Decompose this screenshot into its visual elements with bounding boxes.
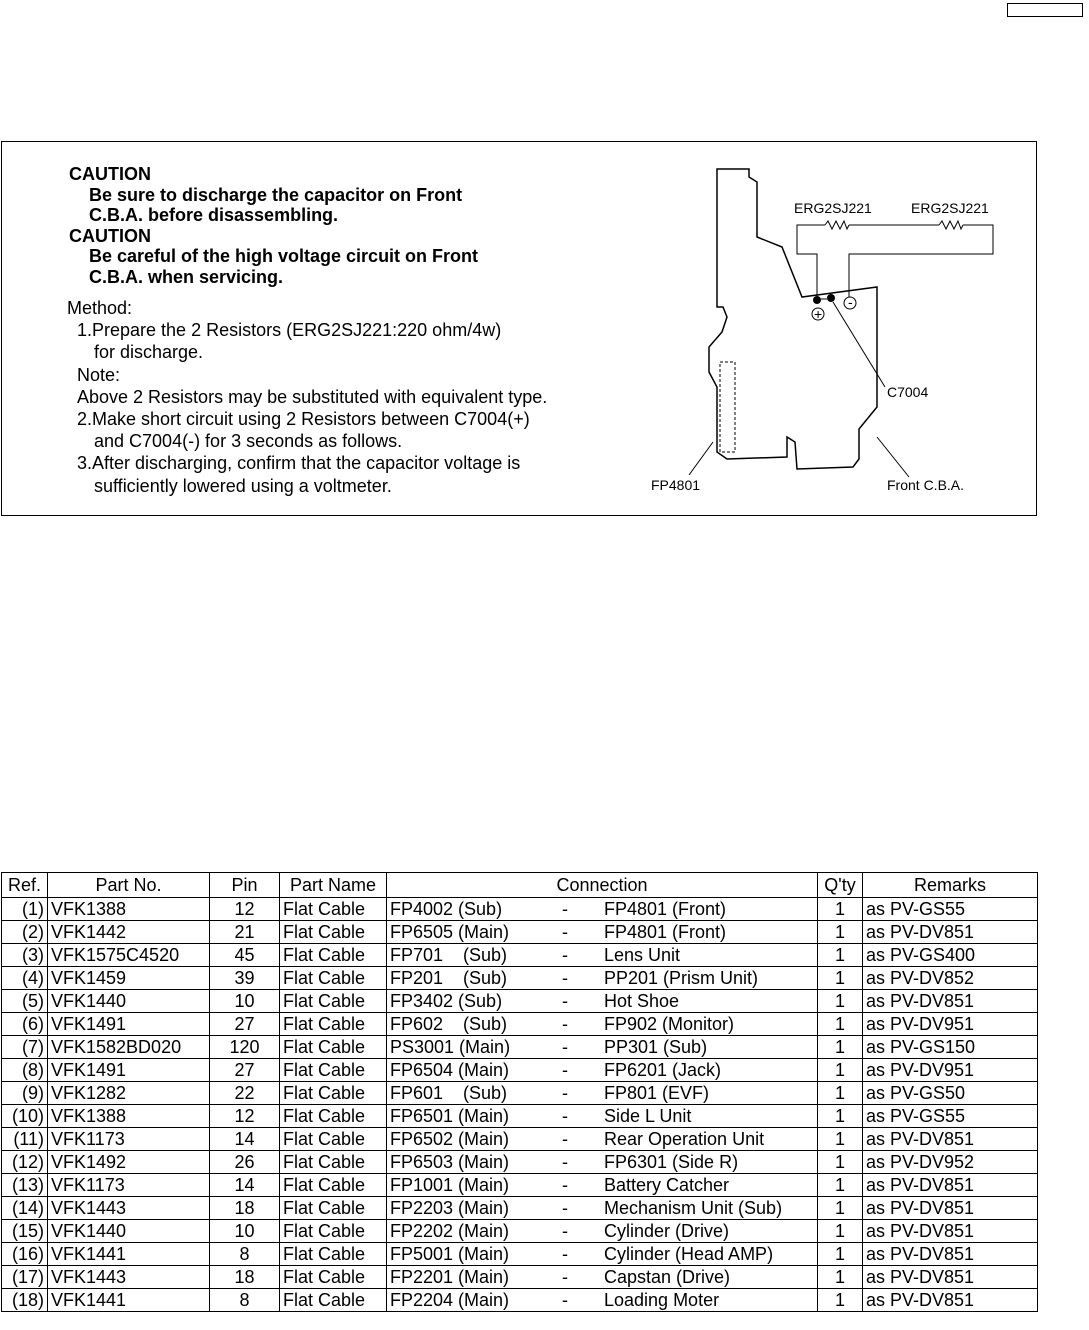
caution-text-block [67,164,667,497]
part-name-cell: Flat Cable [280,1266,387,1289]
ref-cell: (11) [2,1128,48,1151]
table-row [2,990,1038,1013]
table-row [2,1266,1038,1289]
connection-dash: - [562,1290,568,1310]
caution-line-1b: C.B.A. before disassembling. [89,205,339,225]
remarks-cell: as PV-DV851 [863,1174,1038,1197]
part-name-cell: Flat Cable [280,898,387,921]
connection-dash: - [562,1221,568,1241]
remarks-cell: as PV-DV851 [863,1289,1038,1312]
qty-cell: 1 [818,1289,863,1312]
connection-dash: - [562,1152,568,1172]
pin-cell: 21 [210,921,280,944]
header-part-name: Part Name [280,873,387,898]
pin-cell: 12 [210,1105,280,1128]
connection-to: Lens Unit [604,945,681,965]
connection-from: FP2203 (Main) [390,1198,510,1218]
header-ref: Ref. [2,873,48,898]
capacitor-plus-pin [813,296,821,304]
connection-cell [387,1105,818,1128]
part-no-cell: VFK1441 [48,1243,210,1266]
part-no-cell: VFK1440 [48,1220,210,1243]
remarks-cell: as PV-DV851 [863,990,1038,1013]
qty-cell: 1 [818,1082,863,1105]
method-step-2a: 2.Make short circuit using 2 Resistors between C7004(+) [77,409,530,430]
header-qty: Q'ty [818,873,863,898]
part-name-cell: Flat Cable [280,1059,387,1082]
qty-cell: 1 [818,990,863,1013]
connection-to: Side L Unit [604,1106,692,1126]
ref-cell: (8) [2,1059,48,1082]
ref-cell: (10) [2,1105,48,1128]
connection-cell [387,1243,818,1266]
connection-dash: - [562,1198,568,1218]
part-no-cell: VFK1491 [48,1013,210,1036]
part-name-cell: Flat Cable [280,1220,387,1243]
connection-dash: - [562,1175,568,1195]
table-row [2,898,1038,921]
connection-from: FP1001 (Main) [390,1175,510,1195]
minus-sign: - [848,294,853,310]
note-title: Note: [77,364,121,385]
part-name-cell: Flat Cable [280,1013,387,1036]
connection-from: FP2204 (Main) [390,1290,510,1310]
connection-from: FP6505 (Main) [390,922,510,942]
part-name-cell: Flat Cable [280,1105,387,1128]
pin-cell: 120 [210,1036,280,1059]
resistor-right-label: ERG2SJ221 [911,200,989,216]
header-pin: Pin [210,873,280,898]
connection-from: FP601 (Sub) [390,1083,508,1103]
table-row [2,1174,1038,1197]
connection-dash: - [562,1060,568,1080]
ref-cell: (18) [2,1289,48,1312]
capacitor-minus-pin [827,294,835,302]
connection-from: FP701 (Sub) [390,945,508,965]
ref-cell: (12) [2,1151,48,1174]
part-no-cell: VFK1388 [48,898,210,921]
remarks-cell: as PV-DV852 [863,967,1038,990]
connection-from: PS3001 (Main) [390,1037,511,1057]
pin-cell: 26 [210,1151,280,1174]
remarks-cell: as PV-DV851 [863,1128,1038,1151]
qty-cell: 1 [818,1128,863,1151]
connection-cell [387,1013,818,1036]
connection-dash: - [562,991,568,1011]
part-name-cell: Flat Cable [280,921,387,944]
table-row [2,1197,1038,1220]
caution-line-2b: C.B.A. when servicing. [89,266,284,287]
ref-cell: (13) [2,1174,48,1197]
connection-from: FP4002 (Sub) [390,899,503,919]
connection-to: Cylinder (Drive) [604,1221,730,1241]
remarks-cell: as PV-DV851 [863,1243,1038,1266]
remarks-cell: as PV-DV851 [863,1197,1038,1220]
pin-cell: 18 [210,1266,280,1289]
part-name-cell: Flat Cable [280,1128,387,1151]
connection-to: FP902 (Monitor) [604,1014,735,1034]
ref-cell: (5) [2,990,48,1013]
pin-cell: 14 [210,1174,280,1197]
remarks-cell: as PV-DV851 [863,1266,1038,1289]
remarks-cell: as PV-GS400 [863,944,1038,967]
table-row [2,1151,1038,1174]
table-row [2,1220,1038,1243]
connection-to: PP201 (Prism Unit) [604,968,759,988]
connection-from: FP6503 (Main) [390,1152,510,1172]
part-name-cell: Flat Cable [280,944,387,967]
part-no-cell: VFK1575C4520 [48,944,210,967]
remarks-cell: as PV-DV952 [863,1151,1038,1174]
part-name-cell: Flat Cable [280,1197,387,1220]
part-no-cell: VFK1442 [48,921,210,944]
part-name-cell: Flat Cable [280,967,387,990]
connection-to: Loading Moter [604,1290,720,1310]
ref-cell: (3) [2,944,48,967]
connection-dash: - [562,899,568,919]
connection-cell [387,921,818,944]
method-step-3b: sufficiently lowered using a voltmeter. [94,475,392,496]
caution-panel [1,141,1037,516]
table-row [2,921,1038,944]
ref-cell: (7) [2,1036,48,1059]
qty-cell: 1 [818,1197,863,1220]
part-name-cell: Flat Cable [280,1082,387,1105]
connection-cell [387,990,818,1013]
ref-cell: (6) [2,1013,48,1036]
connection-to: FP6301 (Side R) [604,1152,739,1172]
part-name-cell: Flat Cable [280,1243,387,1266]
ref-cell: (2) [2,921,48,944]
connection-from: FP2201 (Main) [390,1267,510,1287]
fp4801-connector [720,362,735,452]
remarks-cell: as PV-GS50 [863,1082,1038,1105]
qty-cell: 1 [818,921,863,944]
connection-dash: - [562,1014,568,1034]
method-title: Method: [67,298,133,318]
qty-cell: 1 [818,1174,863,1197]
pin-cell: 12 [210,898,280,921]
discharge-diagram [637,157,1032,512]
method-step-2b: and C7004(-) for 3 seconds as follows. [94,431,403,452]
qty-cell: 1 [818,944,863,967]
connection-from: FP6502 (Main) [390,1129,510,1149]
connection-from: FP2202 (Main) [390,1221,510,1241]
pin-cell: 8 [210,1289,280,1312]
remarks-cell: as PV-GS55 [863,1105,1038,1128]
plus-sign: + [814,306,823,322]
qty-cell: 1 [818,1266,863,1289]
ref-cell: (15) [2,1220,48,1243]
resistor-left-label: ERG2SJ221 [794,200,872,216]
connection-to: FP4801 (Front) [604,922,727,942]
board-leader [877,437,909,477]
pin-cell: 8 [210,1243,280,1266]
page-number-box [1007,3,1083,17]
table-row [2,967,1038,990]
connection-dash: - [562,1244,568,1264]
part-name-cell: Flat Cable [280,1151,387,1174]
pin-cell: 14 [210,1128,280,1151]
part-no-cell: VFK1492 [48,1151,210,1174]
connection-to: Cylinder (Head AMP) [604,1244,774,1264]
method-block [67,297,667,497]
pin-cell: 45 [210,944,280,967]
table-row [2,1243,1038,1266]
method-step-1b: for discharge. [94,342,204,363]
part-no-cell: VFK1441 [48,1289,210,1312]
pin-cell: 22 [210,1082,280,1105]
part-no-cell: VFK1173 [48,1128,210,1151]
qty-cell: 1 [818,1243,863,1266]
ref-cell: (17) [2,1266,48,1289]
table-row [2,1289,1038,1312]
part-name-cell: Flat Cable [280,990,387,1013]
caution-title-1: CAUTION [69,164,151,184]
connection-cell [387,1151,818,1174]
connection-to: FP6201 (Jack) [604,1060,722,1080]
connection-dash: - [562,945,568,965]
connection-to: Battery Catcher [604,1175,730,1195]
qty-cell: 1 [818,1013,863,1036]
part-no-cell: VFK1443 [48,1197,210,1220]
resistor-circuit [797,225,993,297]
pin-cell: 10 [210,1220,280,1243]
connection-dash: - [562,1083,568,1103]
table-header-row [2,873,1038,898]
connection-to: FP801 (EVF) [604,1083,710,1103]
connection-to: Mechanism Unit (Sub) [604,1198,783,1218]
table-row [2,944,1038,967]
connection-dash: - [562,968,568,988]
connection-cell [387,898,818,921]
part-name-cell: Flat Cable [280,1289,387,1312]
ref-cell: (16) [2,1243,48,1266]
table-row [2,1013,1038,1036]
part-name-cell: Flat Cable [280,1174,387,1197]
method-step-3a: 3.After discharging, confirm that the capacitor voltage is [77,453,521,474]
table-row [2,1059,1038,1082]
connection-from: FP201 (Sub) [390,968,508,988]
board-label: Front C.B.A. [887,477,965,493]
remarks-cell: as PV-DV851 [863,1220,1038,1243]
connection-cell [387,1036,818,1059]
part-no-cell: VFK1440 [48,990,210,1013]
part-name-cell: Flat Cable [280,1036,387,1059]
part-no-cell: VFK1282 [48,1082,210,1105]
connection-to: Hot Shoe [604,991,680,1011]
connection-cell [387,967,818,990]
ref-cell: (4) [2,967,48,990]
qty-cell: 1 [818,1105,863,1128]
connection-dash: - [562,1129,568,1149]
fp4801-leader [689,442,713,475]
connector-label: FP4801 [651,477,701,493]
connection-cell [387,1128,818,1151]
caution-line-1a: Be sure to discharge the capacitor on Front [89,184,463,205]
caution-title-2: CAUTION [69,225,151,246]
connection-from: FP5001 (Main) [390,1244,510,1264]
qty-cell: 1 [818,1151,863,1174]
pin-cell: 27 [210,1013,280,1036]
connection-cell [387,1197,818,1220]
ref-cell: (9) [2,1082,48,1105]
resistor-right-symbol [939,221,963,229]
pin-cell: 39 [210,967,280,990]
connection-dash: - [562,922,568,942]
remarks-cell: as PV-DV951 [863,1013,1038,1036]
remarks-cell: as PV-GS55 [863,898,1038,921]
part-no-cell: VFK1443 [48,1266,210,1289]
connection-to: FP4801 (Front) [604,899,727,919]
qty-cell: 1 [818,967,863,990]
qty-cell: 1 [818,1220,863,1243]
table-row [2,1082,1038,1105]
remarks-cell: as PV-GS150 [863,1036,1038,1059]
note-text: Above 2 Resistors may be substituted with equivalent type. [77,386,548,407]
qty-cell: 1 [818,1059,863,1082]
connection-to: Capstan (Drive) [604,1267,731,1287]
connection-from: FP3402 (Sub) [390,991,503,1011]
connection-cell [387,1082,818,1105]
header-part-no: Part No. [48,873,210,898]
method-step-1a: 1.Prepare the 2 Resistors (ERG2SJ221:220 ohm/4w) [77,320,502,341]
header-connection: Connection [387,873,818,898]
connection-to: PP301 (Sub) [604,1037,708,1057]
connection-from: FP602 (Sub) [390,1014,508,1034]
connection-cell [387,1289,818,1312]
part-no-cell: VFK1459 [48,967,210,990]
connection-dash: - [562,1267,568,1287]
table-row [2,1105,1038,1128]
connection-cell [387,1059,818,1082]
pin-cell: 18 [210,1197,280,1220]
connection-from: FP6501 (Main) [390,1106,510,1126]
remarks-cell: as PV-DV951 [863,1059,1038,1082]
connection-cell [387,1266,818,1289]
connection-to: Rear Operation Unit [604,1129,765,1149]
resistor-left-symbol [825,221,849,229]
table-row [2,1036,1038,1059]
remarks-cell: as PV-DV851 [863,921,1038,944]
connection-cell [387,944,818,967]
part-no-cell: VFK1388 [48,1105,210,1128]
caution-line-2a: Be careful of the high voltage circuit on Front [89,246,479,266]
flat-cable-table [1,872,1038,1312]
connection-cell [387,1174,818,1197]
qty-cell: 1 [818,898,863,921]
pin-cell: 10 [210,990,280,1013]
connection-from: FP6504 (Main) [390,1060,510,1080]
table-row [2,1128,1038,1151]
connection-dash: - [562,1106,568,1126]
connection-cell [387,1220,818,1243]
part-no-cell: VFK1582BD020 [48,1036,210,1059]
pin-cell: 27 [210,1059,280,1082]
capacitor-label: C7004 [887,384,929,400]
connection-dash: - [562,1037,568,1057]
qty-cell: 1 [818,1036,863,1059]
part-no-cell: VFK1491 [48,1059,210,1082]
header-remarks: Remarks [863,873,1038,898]
ref-cell: (1) [2,898,48,921]
part-no-cell: VFK1173 [48,1174,210,1197]
ref-cell: (14) [2,1197,48,1220]
